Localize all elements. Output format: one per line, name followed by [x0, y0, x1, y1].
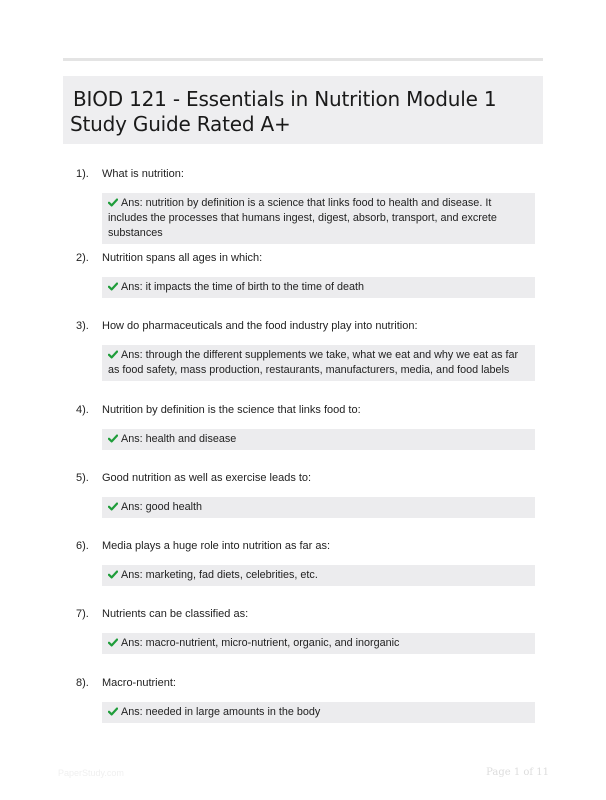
- question-number: 5).: [76, 472, 89, 484]
- check-icon: [108, 350, 118, 359]
- question-number: 4).: [76, 404, 89, 416]
- question-number: 3).: [76, 320, 89, 332]
- answer-text: Ans: through the different supplements we take, what we eat and why we eat as far as food safety, mass production, restaurants, manufacturers, media, and food labels: [108, 349, 519, 376]
- question-text: Nutrition by definition is the science that links food to:: [102, 404, 361, 416]
- question-text: Nutrients can be classified as:: [102, 608, 249, 620]
- answer-text: Ans: health and disease: [121, 433, 237, 445]
- footer-watermark: PaperStudy.com: [58, 768, 124, 778]
- question-text: Good nutrition as well as exercise leads to:: [102, 472, 312, 484]
- page-title-line-1: BIOD 121 - Essentials in Nutrition Module 1: [73, 87, 497, 111]
- check-icon: [108, 707, 118, 716]
- check-icon: [108, 282, 118, 291]
- check-icon: [108, 502, 118, 511]
- answer-box: [102, 633, 535, 654]
- question-text: Macro-nutrient:: [102, 677, 176, 689]
- page-number: Page 1 of 11: [486, 767, 549, 778]
- question-number: 8).: [76, 677, 89, 689]
- top-divider: [63, 58, 543, 61]
- question-number: 1).: [76, 168, 89, 180]
- answer-text: Ans: nutrition by definition is a science that links food to health and disease. It includes the processes that humans ingest, digest, absorb, transport, and excrete substances: [108, 197, 497, 239]
- check-icon: [108, 198, 118, 207]
- answer-text: Ans: macro-nutrient, micro-nutrient, organic, and inorganic: [121, 637, 400, 649]
- question-number: 2).: [76, 252, 89, 264]
- page-title-line-2: Study Guide Rated A+: [70, 112, 291, 136]
- question-text: How do pharmaceuticals and the food industry play into nutrition:: [102, 320, 418, 332]
- answer-box: [102, 345, 535, 381]
- check-icon: [108, 638, 118, 647]
- question-text: What is nutrition:: [102, 168, 184, 180]
- answer-box: [102, 565, 535, 586]
- answer-box: [102, 497, 535, 518]
- title-banner: [63, 76, 543, 144]
- question-text: Media plays a huge role into nutrition as far as:: [102, 540, 331, 552]
- answer-box: [102, 277, 535, 298]
- question-number: 6).: [76, 540, 89, 552]
- check-icon: [108, 434, 118, 443]
- answer-text: Ans: good health: [121, 501, 203, 513]
- answer-text: Ans: needed in large amounts in the body: [121, 706, 321, 718]
- answer-text: Ans: it impacts the time of birth to the time of death: [121, 281, 365, 293]
- answer-text: Ans: marketing, fad diets, celebrities, etc.: [121, 569, 318, 581]
- question-number: 7).: [76, 608, 89, 620]
- answer-box: [102, 429, 535, 450]
- question-text: Nutrition spans all ages in which:: [102, 252, 263, 264]
- answer-box: [102, 193, 535, 244]
- check-icon: [108, 570, 118, 579]
- answer-box: [102, 702, 535, 723]
